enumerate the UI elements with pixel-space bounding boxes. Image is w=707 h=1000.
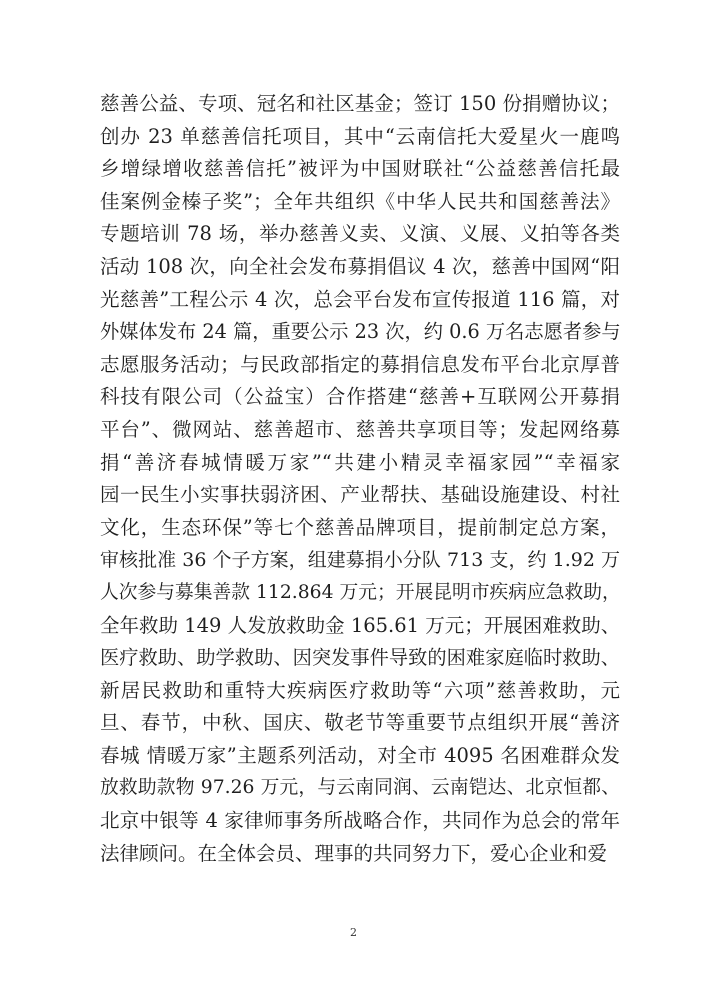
text-line: 新居民救助和重特大疾病医疗救助等“六项”慈善救助，元 (100, 678, 620, 702)
text-line: 外媒体发布 24 篇，重要公示 23 次，约 0.6 万名志愿者参与 (100, 320, 621, 344)
text-line: 医疗救助、助学救助、因突发事件导致的困难家庭临时救助、 (100, 646, 620, 670)
body-paragraph (100, 88, 620, 870)
text-line: 旦、春节，中秋、国庆、敬老节等重要节点组织开展“善济 (100, 711, 620, 735)
text-line: 人次参与募集善款 112.864 万元；开展昆明市疾病应急救助， (100, 581, 621, 603)
text-line: 捐“善济春城情暖万家”“共建小精灵幸福家园”“幸福家 (100, 450, 620, 474)
text-line: 审核批准 36 个子方案，组建募捐小分队 713 支，约 1.92 万 (100, 549, 620, 572)
text-line: 专题培训 78 场，举办慈善义卖、义演、义展、义拍等各类 (100, 222, 620, 246)
text-line: 佳案例金榛子奖”；全年共组织《中华人民共和国慈善法》 (100, 189, 620, 213)
text-line: 全年救助 149 人发放救助金 165.61 万元；开展困难救助、 (100, 613, 621, 637)
text-line: 志愿服务活动；与民政部指定的募捐信息发布平台北京厚普 (100, 352, 620, 376)
text-line: 乡增绿增收慈善信托”被评为中国财联社“公益慈善信托最 (100, 157, 620, 181)
text-line: 光慈善”工程公示 4 次，总会平台发布宣传报道 116 篇，对 (100, 287, 620, 311)
text-line: 活动 108 次，向全社会发布募捐倡议 4 次，慈善中国网“阳 (100, 254, 620, 278)
text-line: 放救助款物 97.26 万元，与云南同润、云南铠达、北京恒都、 (100, 777, 620, 799)
text-line: 园一民生小实事扶弱济困、产业帮扶、基础设施建设、村社 (100, 483, 620, 507)
text-line: 慈善公益、专项、冠名和社区基金；签订 150 份捐赠协议； (100, 92, 620, 115)
text-line: 北京中银等 4 家律师事务所战略合作，共同作为总会的常年 (100, 809, 620, 833)
text-line: 科技有限公司（公益宝）合作搭建“慈善+互联网公开募捐 (100, 385, 620, 409)
text-line: 春城 情暖万家”主题系列活动，对全市 4095 名困难群众发 (100, 743, 620, 767)
text-line: 法律顾问。在全体会员、理事的共同努力下，爱心企业和爱 (100, 841, 608, 865)
text-line: 创办 23 单慈善信托项目，其中“云南信托大爱星火一鹿鸣 (100, 124, 620, 148)
text-line: 文化，生态环保”等七个慈善品牌项目，提前制定总方案， (100, 515, 620, 539)
page-number: 2 (350, 926, 357, 939)
text-line: 平台”、微网站、慈善超市、慈善共享项目等；发起网络募 (100, 417, 620, 441)
